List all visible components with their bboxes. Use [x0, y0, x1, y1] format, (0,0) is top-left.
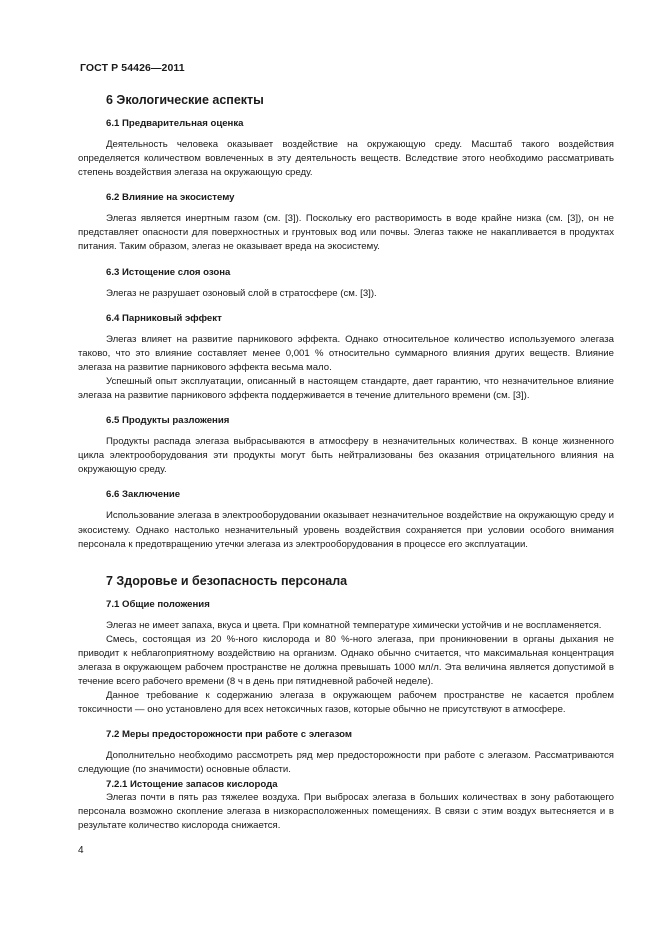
paragraph: Элегаз не разрушает озоновый слой в стратосфере (см. [3]).	[106, 287, 377, 299]
paragraph: Данное требование к содержанию элегаза в окружающем рабочем пространстве не касается проблем токсичности — оно установлено для всех нетоксичных газов, которые обычно не присутствуют в атмосфере.	[78, 690, 614, 716]
paragraph: Деятельность человека оказывает воздействие на окружающую среду. Масштаб такого воздействия определяется количеством вовлеченных в эту деятельность веществ. Вследствие этого необходимо рассматривать степень воздействия элегаза на окружающую среду.	[78, 139, 614, 179]
section-7-2-1-heading: 7.2.1 Истощение запасов кислорода	[106, 778, 278, 790]
section-7-2	[78, 728, 614, 832]
section-6-3-heading: 6.3 Истощение слоя озона	[106, 266, 231, 278]
paragraph: Смесь, состоящая из 20 %-ного кислорода и 80 %-ного элегаза, при проникновении в органы дыхания не приводит к неблагоприятному воздействию на организм. Однако обычно считается, что максимальная концентрация элегаза в окружающем рабочем пространстве не должна превышать 1000 мл/л. Эта величина является допустимой в течение всего рабочего времени (8 ч в день при пятидневной рабочей неделе).	[78, 633, 614, 688]
section-6-6	[78, 488, 614, 551]
section-7-1	[78, 598, 614, 718]
section-7-1-heading: 7.1 Общие положения	[106, 598, 210, 610]
paragraph: Элегаз является инертным газом (см. [3]). Поскольку его растворимость в воде крайне низка (см. [3]), он не представляет опасности для поверхностных и грунтовых вод или почвы. Элегаз также не накапливается в продуктах питания. Таким образом, элегаз не оказывает вреда на экосистему.	[78, 213, 614, 253]
section-6-3	[78, 266, 614, 301]
paragraph: Успешный опыт эксплуатации, описанный в настоящем стандарте, дает гарантию, что незначительное влияние элегаза на развитие парникового эффекта поддерживается в течение длительного времени (см. [3]).	[78, 375, 614, 402]
paragraph: Элегаз не имеет запаха, вкуса и цвета. При комнатной температуре химически устойчив и не воспламеняется.	[106, 619, 602, 631]
section-7-2-heading: 7.2 Меры предосторожности при работе с элегазом	[106, 729, 352, 741]
section-6-5	[78, 414, 614, 477]
section-6-4-heading: 6.4 Парниковый эффект	[106, 312, 222, 324]
section-6-1-heading: 6.1 Предварительная оценка	[106, 118, 244, 129]
paragraph: Дополнительно необходимо рассмотреть ряд мер предосторожности при работе с элегазом. Рассматриваются следующие (по значимости) основные области.	[78, 750, 614, 776]
section-6-2	[78, 191, 614, 254]
page-number: 4	[78, 845, 84, 856]
paragraph: Продукты распада элегаза выбрасываются в атмосферу в незначительных количествах. В конце жизненного цикла электрооборудования эти продукты могут быть нейтрализованы без оказания отрицательного влияния на окружающую среду.	[78, 436, 614, 476]
section-7-heading: 7 Здоровье и безопасность персонала	[106, 573, 348, 588]
document-body	[78, 92, 614, 844]
section-6-heading: 6 Экологические аспекты	[106, 93, 264, 107]
section-6-5-heading: 6.5 Продукты разложения	[106, 415, 230, 427]
section-6-4	[78, 312, 614, 403]
section-6-6-heading: 6.6 Заключение	[106, 489, 181, 501]
paragraph: Элегаз почти в пять раз тяжелее воздуха. При выбросах элегаза в больших количествах в зону работающего персонала возможно скопление элегаза в низкорасположенных помещениях. В связи с этим воздух вытесняется и в результате количество кислорода снижается.	[78, 791, 614, 831]
section-6-1	[78, 117, 614, 180]
paragraph: Использование элегаза в электрооборудовании оказывает незначительное воздействие на окружающую среду и экосистему. Однако настолько незначительный уровень воздействия сохраняется при условии особого внимания персонала к предотвращению утечки элегаза из электрооборудования в процессе его эксплуатации.	[78, 510, 614, 550]
paragraph: Элегаз влияет на развитие парникового эффекта. Однако относительное количество используемого элегаза таково, что это влияние составляет менее 0,001 % относительно суммарного влияния других веществ. Влияние элегаза на развитие парникового эффекта весьма мало.	[78, 333, 614, 373]
section-6-2-heading: 6.2 Влияние на экосистему	[106, 192, 235, 204]
standard-header: ГОСТ Р 54426—2011	[80, 62, 185, 74]
